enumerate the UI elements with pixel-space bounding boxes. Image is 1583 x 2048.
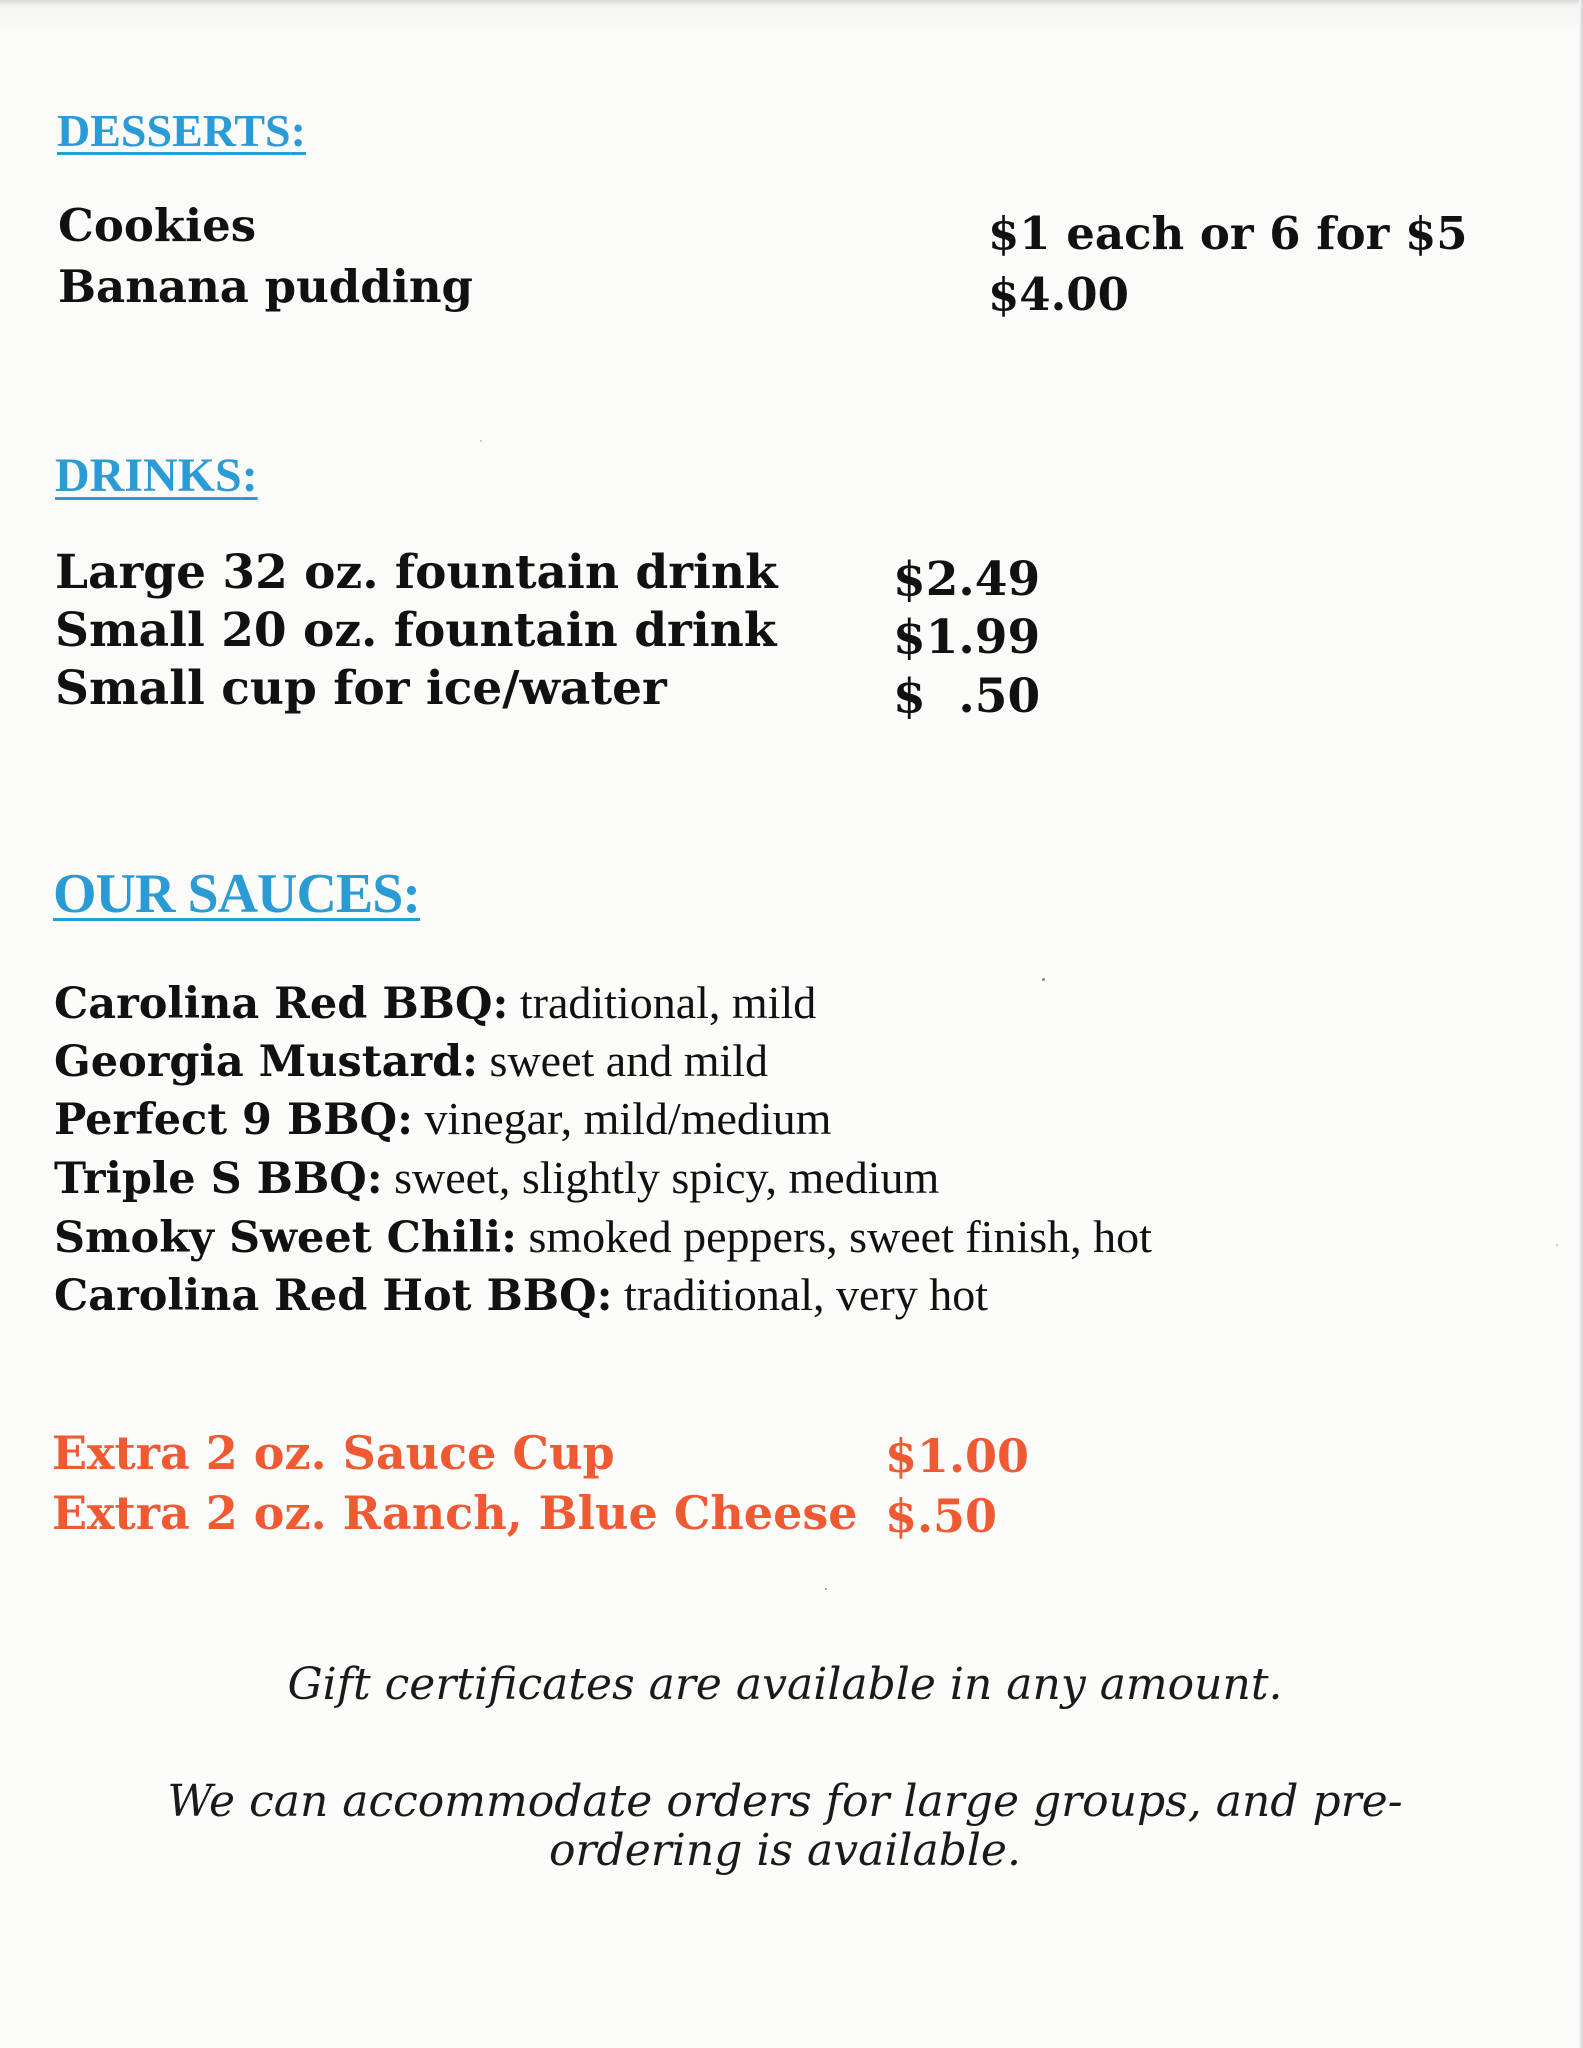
sauce-description: traditional, very hot [612, 1269, 989, 1320]
drinks-heading-colon: : [241, 449, 258, 502]
sauce-description: traditional, mild [508, 977, 817, 1028]
sauce-name: Carolina Red BBQ: [54, 979, 509, 1029]
sauce-description: sweet, slightly spicy, medium [382, 1152, 940, 1203]
drink-item-name: Small 20 oz. fountain drink [55, 603, 777, 658]
sauces-heading-text: OUR SAUCES [53, 863, 403, 925]
sauce-name: Carolina Red Hot BBQ: [54, 1271, 613, 1321]
scan-speck [1042, 978, 1045, 981]
desserts-heading-colon: : [290, 105, 306, 156]
drinks-heading [55, 448, 258, 503]
sauce-line [54, 977, 817, 1029]
sauce-line [54, 1269, 989, 1321]
sauce-name: Perfect 9 BBQ: [54, 1095, 413, 1145]
dessert-item-name: Cookies [58, 199, 257, 252]
drink-item-name: Small cup for ice/water [55, 661, 667, 716]
extra-item-price: $.50 [885, 1489, 998, 1543]
drink-item-name: Large 32 oz. fountain drink [55, 545, 778, 600]
sauce-line [54, 1093, 832, 1145]
page-right-edge [1579, 0, 1583, 2048]
scan-speck [480, 440, 482, 442]
drink-item-price: $1.99 [893, 610, 1041, 665]
drink-item-price: $2.49 [893, 552, 1041, 607]
drinks-heading-text: DRINKS [55, 449, 242, 502]
extra-item-name: Extra 2 oz. Sauce Cup [52, 1426, 615, 1480]
extra-item-price: $1.00 [885, 1429, 1030, 1483]
sauce-description: sweet and mild [478, 1035, 769, 1086]
extra-item-name: Extra 2 oz. Ranch, Blue Cheese [52, 1486, 858, 1540]
sauces-heading [53, 862, 420, 926]
sauce-line [54, 1152, 940, 1204]
scan-speck [1556, 1244, 1558, 1246]
dessert-item-price: $4.00 [988, 268, 1129, 321]
dessert-item-price: $1 each or 6 for $5 [988, 207, 1468, 260]
sauce-name: Smoky Sweet Chili: [54, 1213, 517, 1263]
desserts-heading-text: DESSERTS [57, 105, 291, 156]
sauce-description: smoked peppers, sweet finish, hot [516, 1211, 1152, 1262]
sauce-description: vinegar, mild/medium [412, 1093, 832, 1144]
sauce-name: Georgia Mustard: [54, 1037, 479, 1087]
group-orders-note: We can accommodate orders for large groups, and pre-ordering is available. [167, 1776, 1403, 1877]
dessert-item-name: Banana pudding [58, 260, 473, 313]
desserts-heading [57, 104, 306, 157]
sauce-name: Triple S BBQ: [54, 1154, 383, 1204]
sauce-line [54, 1211, 1152, 1263]
sauce-line [54, 1035, 769, 1087]
sauces-heading-colon: : [402, 863, 421, 925]
drink-item-price: $ .50 [893, 669, 1041, 724]
scan-speck [825, 1588, 827, 1590]
gift-certificate-note: Gift certificates are available in any amount. [287, 1659, 1283, 1710]
